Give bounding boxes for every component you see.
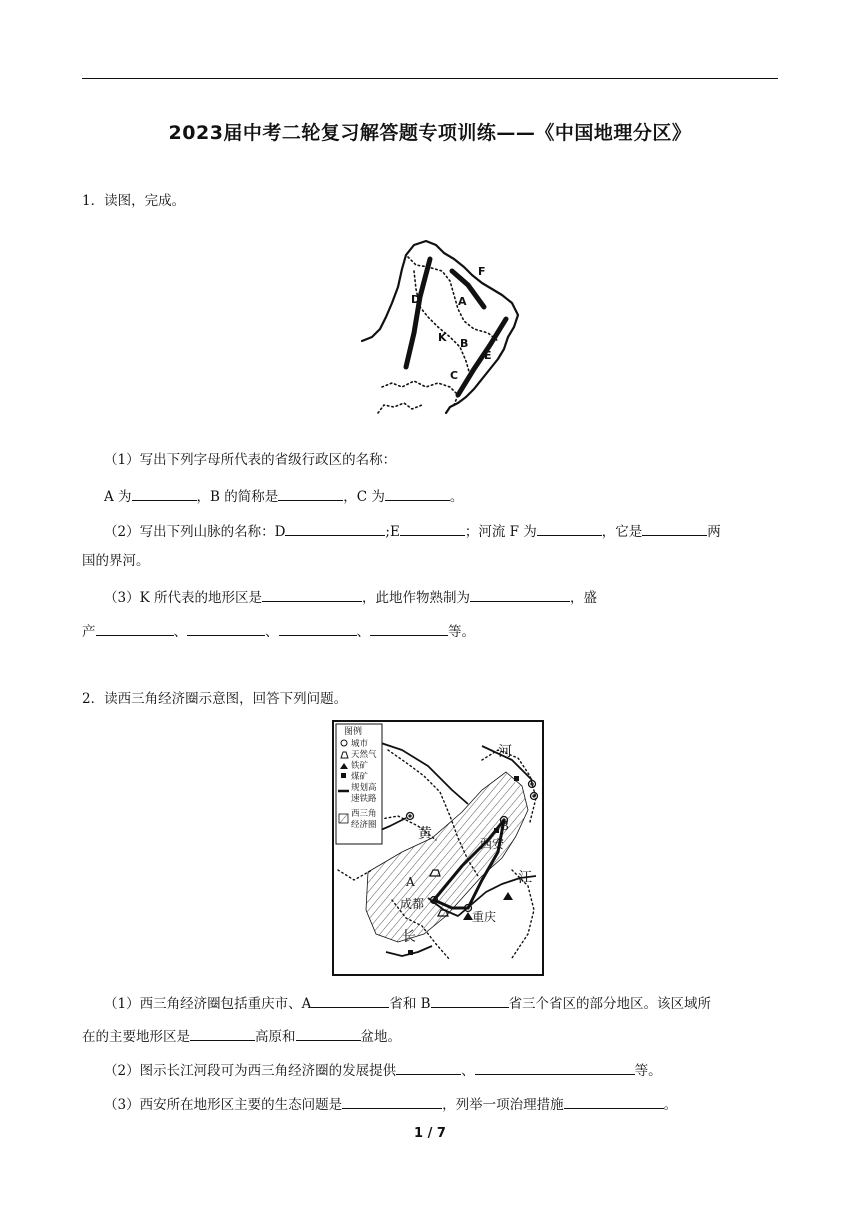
page-number: 1 / 7 <box>414 1126 446 1141</box>
q2-part1-line2: 在的主要地形区是 高原和 盆地。 <box>82 1026 401 1046</box>
answer-blank[interactable] <box>190 1026 255 1041</box>
answer-blank[interactable] <box>311 993 389 1008</box>
q2-part3: （3）西安所在地形区主要的生态问题是 ，列举一项治理措施 。 <box>104 1094 677 1114</box>
mountain-d <box>406 259 430 367</box>
answer-blank[interactable] <box>285 521 385 536</box>
q1-part1-prompt: （1）写出下列字母所代表的省级行政区的名称： <box>104 452 397 468</box>
answer-blank[interactable] <box>431 993 509 1008</box>
label-xian: 西安 <box>480 837 505 851</box>
q1-part3: （3）K 所代表的地形区是 ，此地作物熟制为 ，盛 <box>104 587 597 607</box>
answer-blank[interactable] <box>342 1094 442 1109</box>
label-chang: 长 <box>402 929 416 945</box>
legend-coal: 煤矿 <box>351 772 369 782</box>
legend-gas: 天然气 <box>351 750 377 760</box>
label-b: B <box>500 819 509 833</box>
label-a: A <box>458 295 467 308</box>
q1-stem: 1．读图，完成。 <box>82 193 186 209</box>
label-chongqing: 重庆 <box>472 910 497 924</box>
answer-blank[interactable] <box>370 621 448 636</box>
answer-blank[interactable] <box>537 521 602 536</box>
legend-rail-2: 速铁路 <box>351 794 377 804</box>
northeast-china-map <box>358 237 524 417</box>
label-chengdu: 成都 <box>400 897 425 911</box>
q2-part2: （2）图示长江河段可为西三角经济圈的发展提供 、 等。 <box>104 1060 662 1080</box>
label-e: E <box>484 349 492 362</box>
q1-p1-a-label: A 为 <box>104 489 132 505</box>
header-rule <box>82 78 778 79</box>
q1-p1-c-label: ，C 为 <box>343 489 385 505</box>
label-he: 河 <box>498 744 512 760</box>
legend-title: 图例 <box>344 727 363 737</box>
answer-blank[interactable] <box>400 521 465 536</box>
page-title: 2023届中考二轮复习解答题专项训练——《中国地理分区》 <box>168 122 692 144</box>
q2-stem: 2．读西三角经济圈示意图，回答下列问题。 <box>82 691 348 707</box>
label-jiang: 江 <box>518 870 532 886</box>
answer-blank[interactable] <box>296 1026 361 1041</box>
q2-part1: （1）西三角经济圈包括重庆市、A 省和 B 省三个省区的部分地区。该区域所 <box>104 993 711 1013</box>
answer-blank[interactable] <box>278 486 343 501</box>
q1-part2: （2）写出下列山脉的名称：D ;E ；河流 F 为 ，它是 两 <box>104 521 721 541</box>
q1-part1-answers: A 为 ，B 的简称是 ，C 为 。 <box>104 486 463 506</box>
answer-blank[interactable] <box>564 1094 664 1109</box>
q1-p2-a-label: （2）写出下列山脉的名称：D <box>104 524 286 540</box>
label-f: F <box>478 265 486 278</box>
answer-blank[interactable] <box>187 621 265 636</box>
answer-blank[interactable] <box>132 486 197 501</box>
label-k: K <box>438 331 447 344</box>
label-b: B <box>460 337 469 350</box>
answer-blank[interactable] <box>262 587 362 602</box>
answer-blank[interactable] <box>279 621 357 636</box>
label-huang: 黄 <box>418 826 432 842</box>
label-a: A <box>406 875 415 889</box>
legend-zone-1: 西三角 <box>351 809 377 819</box>
answer-blank[interactable] <box>96 621 174 636</box>
answer-blank[interactable] <box>470 587 570 602</box>
answer-blank[interactable] <box>642 521 707 536</box>
answer-blank[interactable] <box>475 1060 635 1075</box>
q1-part3-line2: 产 、 、 、 等。 <box>82 621 475 641</box>
west-triangle-economic-map <box>332 720 544 976</box>
label-c: C <box>450 369 459 382</box>
legend-zone-2: 经济圈 <box>351 820 377 830</box>
legend-city: 城市 <box>351 739 369 749</box>
legend-rail-1: 规划高 <box>351 783 377 793</box>
label-d: D <box>411 293 421 306</box>
answer-blank[interactable] <box>396 1060 461 1075</box>
q1-part2-line2: 国的界河。 <box>82 553 150 569</box>
answer-blank[interactable] <box>385 486 450 501</box>
legend-iron: 铁矿 <box>351 761 369 771</box>
q1-p1-b-label: ，B 的简称是 <box>196 489 279 505</box>
